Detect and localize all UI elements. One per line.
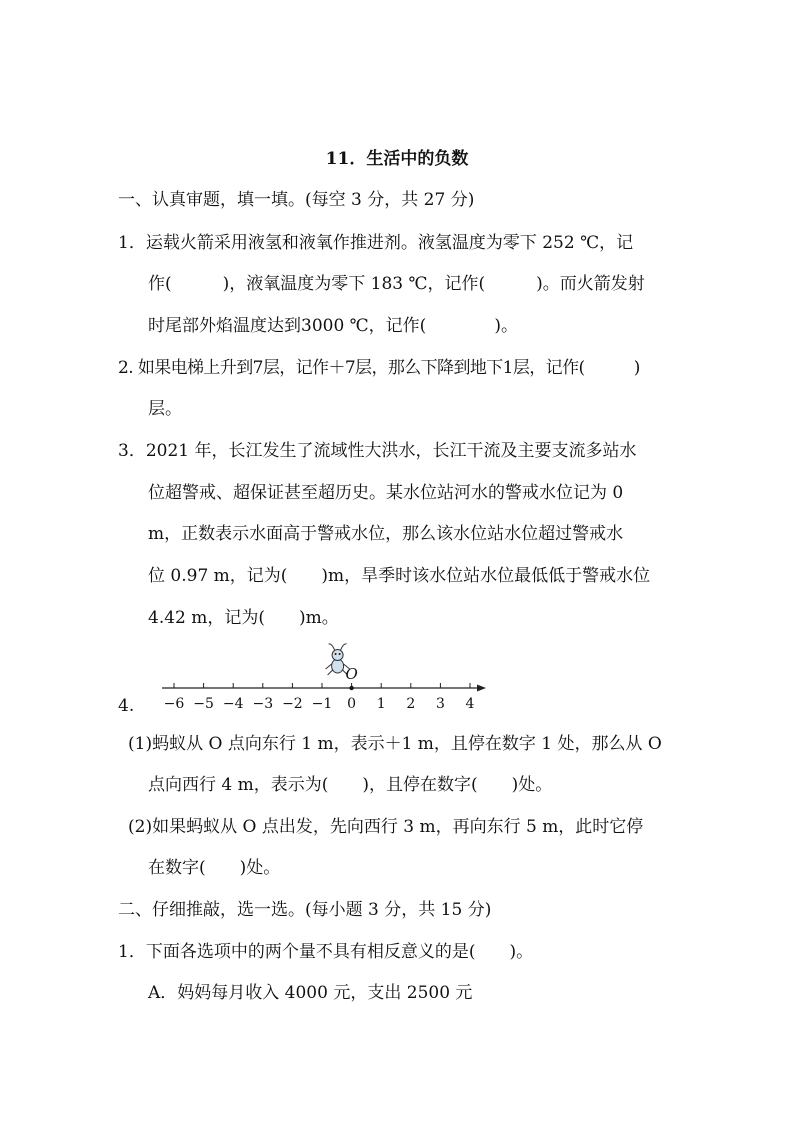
q3-line3: m，正数表示水面高于警戒水位，那么该水位站水位超过警戒水: [148, 524, 624, 544]
origin-label: O: [345, 665, 358, 683]
number-line: [150, 640, 495, 715]
tick-label: 3: [435, 696, 445, 712]
tick-label: −2: [282, 696, 303, 712]
tick-label: −6: [163, 696, 185, 712]
q2-line1: 2. 如果电梯上升到7层，记作＋7层，那么下降到地下1层，记作( ): [118, 358, 640, 378]
section1-heading: 一、认真审题，填一填。(每空 3 分，共 27 分): [118, 190, 475, 210]
q1-line3: 时尾部外焰温度达到3000 ℃，记作( )。: [148, 316, 518, 336]
tick-label: −4: [222, 696, 244, 712]
tick-label: 1: [376, 696, 386, 712]
q4-sub2-line1: (2)如果蚂蚁从 O 点出发，先向西行 3 m，再向东行 5 m，此时它停: [128, 817, 644, 837]
tick-label: 0: [347, 696, 357, 712]
q4-number: 4.: [118, 696, 135, 716]
q3-line1: 3．2021 年，长江发生了流域性大洪水，长江干流及主要支流多站水: [118, 441, 637, 461]
page-title: 11．生活中的负数: [325, 149, 469, 169]
q3-line4: 位 0.97 m，记为( )m，旱季时该水位站水位最低低于警戒水位: [148, 566, 651, 586]
tick-label: −3: [252, 696, 274, 712]
q4-sub2-line2: 在数字( )处。: [148, 858, 281, 878]
s2-q1-line1: 1．下面各选项中的两个量不具有相反意义的是( )。: [118, 942, 534, 962]
tick-label: 2: [406, 696, 416, 712]
q3-line2: 位超警戒、超保证甚至超历史。某水位站河水的警戒水位记为 0: [148, 483, 624, 503]
tick-label: −1: [311, 696, 333, 712]
section2-heading: 二、仔细推敲，选一选。(每小题 3 分，共 15 分): [118, 900, 492, 920]
q1-line2: 作( )，液氧温度为零下 183 ℃，记作( )。而火箭发射: [148, 274, 645, 294]
tick-label: −5: [193, 696, 214, 712]
q1-line1: 1．运载火箭采用液氢和液氧作推进剂。液氢温度为零下 252 ℃，记: [118, 233, 634, 253]
q4-sub1-line1: (1)蚂蚁从 O 点向东行 1 m，表示＋1 m，且停在数字 1 处，那么从 O: [128, 734, 662, 754]
q4-sub1-line2: 点向西行 4 m，表示为( )，且停在数字( )处。: [148, 775, 553, 795]
q3-line5: 4.42 m，记为( )m。: [148, 608, 339, 628]
axis-arrow-icon: [477, 685, 486, 692]
q2-line2: 层。: [148, 399, 182, 419]
s2-q1-option-a: A．妈妈每月收入 4000 元，支出 2500 元: [148, 983, 473, 1003]
tick-label: 4: [465, 696, 475, 712]
